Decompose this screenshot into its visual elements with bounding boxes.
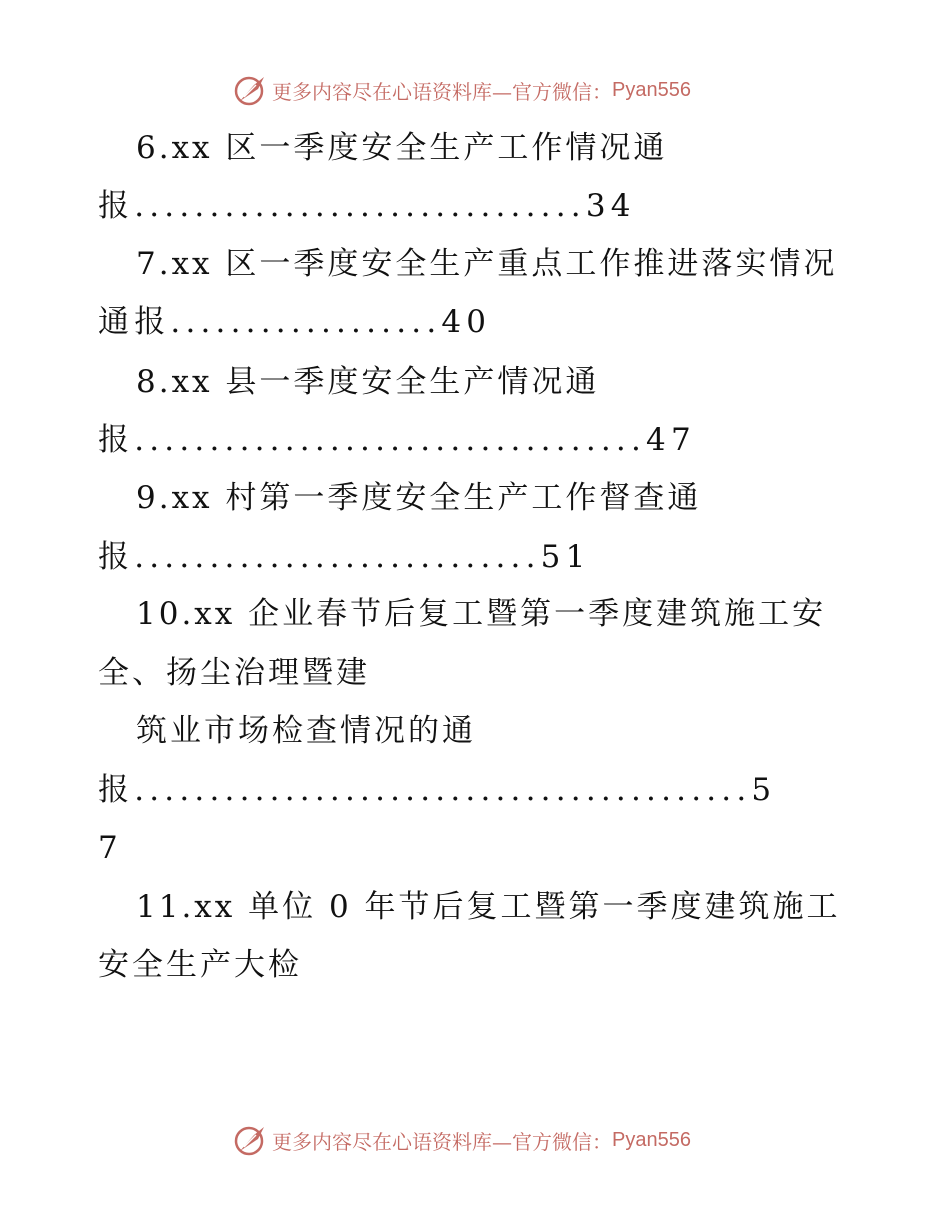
toc-line: 8.xx 县一季度安全生产情况通 xyxy=(136,364,600,400)
header-watermark xyxy=(234,72,691,108)
toc-line: 6.xx 区一季度安全生产工作情况通 xyxy=(136,130,668,166)
quill-pen-logo-icon xyxy=(234,73,268,107)
toc-line: 7.xx 区一季度安全生产重点工作推进落实情况 xyxy=(136,246,838,282)
watermark-wechat-id: Pyan556 xyxy=(612,78,691,101)
toc-line: 10.xx 企业春节后复工暨第一季度建筑施工安 xyxy=(136,596,827,632)
quill-pen-logo-icon xyxy=(234,1123,268,1157)
toc-line: 全、扬尘治理暨建 xyxy=(98,655,370,691)
toc-line: 报...........................51 xyxy=(98,539,591,575)
toc-line: 7 xyxy=(98,830,121,866)
toc-line: 通报..................40 xyxy=(98,304,492,340)
footer-watermark xyxy=(234,1122,691,1158)
toc-line: 筑业市场检查情况的通 xyxy=(136,713,476,749)
toc-line: 9.xx 村第一季度安全生产工作督查通 xyxy=(136,480,702,516)
toc-line: 11.xx 单位 0 年节后复工暨第一季度建筑施工 xyxy=(136,889,841,925)
toc-line: 报..................................47 xyxy=(98,422,696,458)
toc-line: 报.........................................5 xyxy=(98,772,777,808)
watermark-wechat-id: Pyan556 xyxy=(612,1128,691,1151)
toc-line: 安全生产大检 xyxy=(98,947,302,983)
watermark-text: 更多内容尽在心语资料库—官方微信： xyxy=(272,79,612,104)
toc-line: 报..............................34 xyxy=(98,188,636,224)
watermark-text: 更多内容尽在心语资料库—官方微信： xyxy=(272,1129,612,1154)
